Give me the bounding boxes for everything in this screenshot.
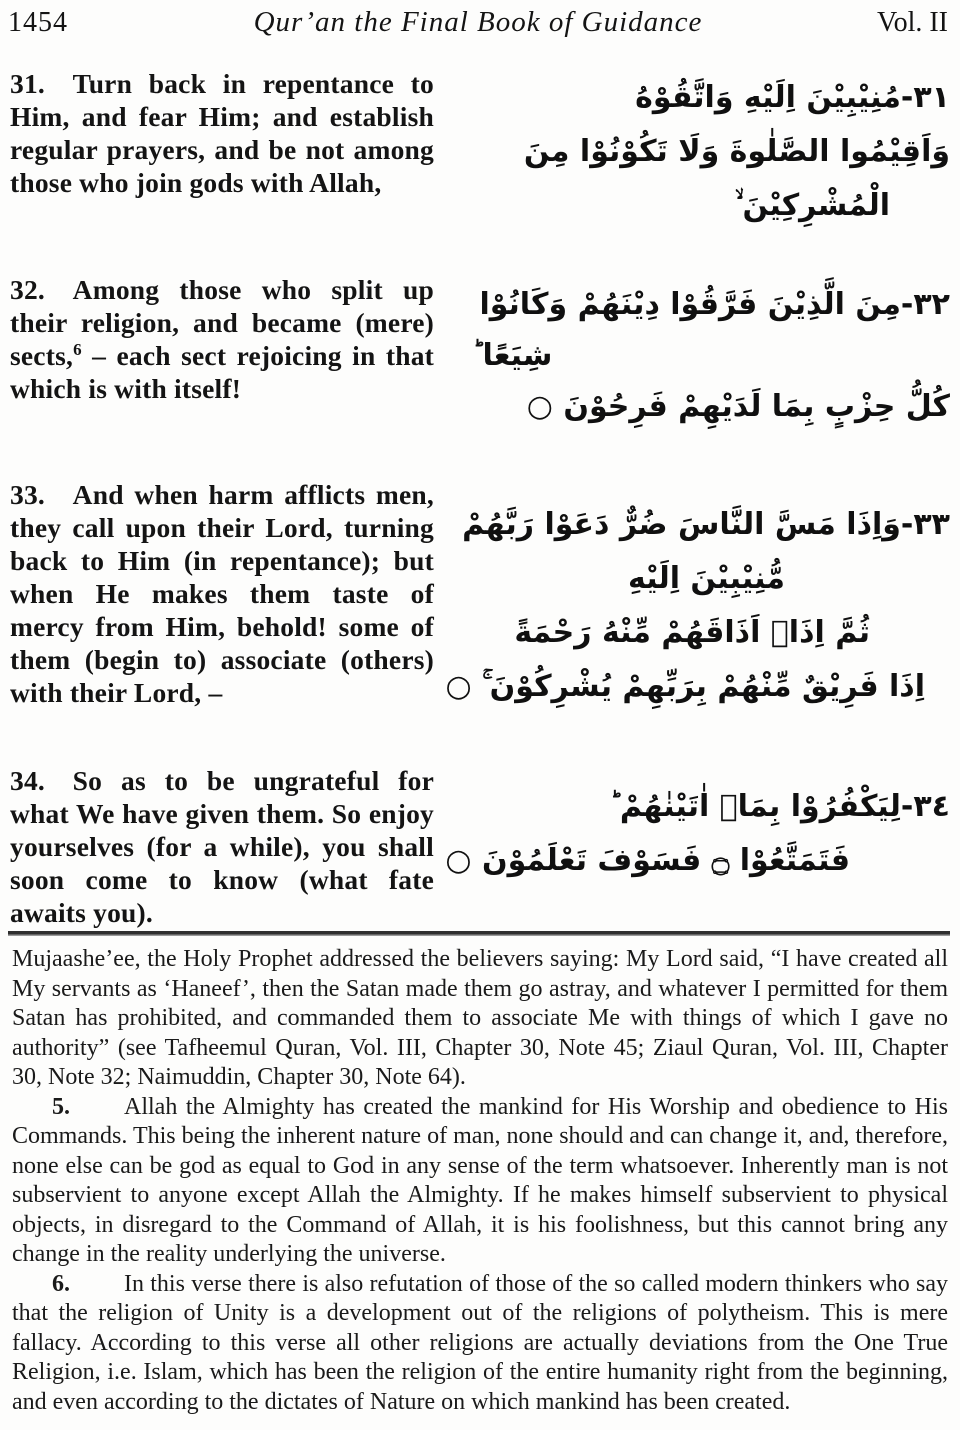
page-number: 1454: [8, 7, 68, 38]
arabic-line: ٣٣-وَاِذَا مَسَّ النَّاسَ ضُرٌّ دَعَوْا رَبَّهُمْ: [462, 507, 950, 542]
volume-label: Vol. II: [876, 7, 948, 38]
arabic-line: شِيَعًا ؕ: [472, 338, 553, 373]
arabic-line: مُّنِيْبِيْنَ اِلَيْهِ: [628, 561, 785, 596]
arabic-line: فَتَمَتَّعُوْا ۝ فَسَوْفَ تَعْلَمُوْنَ ○: [445, 843, 850, 878]
footnote-text: In this verse there is also refutation of those of the so called modern thinkers who say that the religion of Unity is a development out of the religions of polytheism. This is mere fallacy. According to this verse all other religions are actually deviations from the One True Religion, i.e. Islam, which has been the religion of the entire humanity right from the beginning, and even according to the dictates of Nature on which mankind has been created.: [12, 1270, 948, 1415]
arabic-line: الْمُشْرِكِيْنَ ۙ: [734, 188, 890, 223]
verse-32-english-text: 32. Among those who split up their religion, and became (mere) sects,: [10, 274, 434, 371]
footnote-paragraph-5: [12, 1093, 948, 1270]
verse-33-arabic: [445, 498, 950, 714]
book-title: Qur’an the Final Book of Guidance: [253, 6, 703, 38]
footnote-paragraph-6: [12, 1270, 948, 1418]
verse-row-33: [10, 478, 950, 714]
footnote-paragraph-continuation: [12, 945, 948, 1093]
footnote-number: 6.: [52, 1270, 70, 1297]
arabic-line: كُلُّ حِزْبٍ بِمَا لَدَيْهِمْ فَرِحُوْنَ ○: [526, 389, 950, 424]
verse-32-english: [10, 273, 434, 432]
arabic-line: ٣١-مُنِيْبِيْنَ اِلَيْهِ وَاتَّقُوْهُ: [635, 80, 950, 115]
verse-31-english: 31. Turn back in repentance to Him, and fear Him; and establish regular prayers, and be not among those who join gods with Allah,: [10, 68, 434, 198]
verses-section: [0, 39, 960, 929]
verse-34-arabic: [445, 780, 950, 929]
verse-row-34: [10, 764, 950, 929]
verse-31-arabic: [472, 71, 950, 233]
arabic-line: ٣٢-مِنَ الَّذِيْنَ فَرَّقُوْا دِيْنَهُمْ وَكَانُوْا: [479, 287, 950, 322]
verse-33-english: 33. And when harm afflicts men, they call upon their Lord, turning back to Him (in repentance); but when He makes them taste of mercy from Him, behold! some of them (begin to) associate (others) with their Lord, –: [10, 479, 434, 708]
arabic-line: وَاَقِيْمُوا الصَّلٰوةَ وَلَا تَكُوْنُوْا مِنَ: [523, 134, 950, 169]
footnote-text: Mujaashe’ee, the Holy Prophet addressed the believers saying: My Lord said, “I have created all My servants as ‘Haneef’, then the Satan made them go astray, and whatever I permitted for them Satan has prohibited, and commanded them to associate Me with things of which I gave no authority” (see Tafheemul Quran, Vol. III, Chapter 30, Note 45; Ziaul Quran, Vol. III, Chapter 30, Note 32; Naimuddin, Chapter 30, Note 64).: [12, 946, 948, 1090]
arabic-line: اِذَا فَرِيْقٌ مِّنْهُمْ بِرَبِّهِمْ يُشْرِكُوْنَ ۚ ○: [445, 669, 925, 704]
verse-34-english: 34. So as to be ungrateful for what We have given them. So enjoy yourselves (for a while), you shall soon come to know (what fate awaits you).: [10, 765, 434, 928]
footnotes-section: [0, 936, 960, 1417]
verse-32-arabic: [472, 279, 950, 432]
verse-row-32: [10, 273, 950, 432]
arabic-line: ٣٤-لِيَكْفُرُوْا بِمَاۤ اٰتَيْنٰهُمْ ؕ: [609, 789, 950, 824]
verse-32-english-text: – each sect rejoicing in that which is with itself!: [10, 340, 434, 404]
footnote-text: Allah the Almighty has created the mankind for His Worship and obedience to His Commands. This being the inherent nature of man, none should and can change it, and, therefore, none else can be god as equal to God in any sense of the term whatsoever. Inherently man is not subservient to anyone except Allah the Almighty. If he makes himself subservient to physical objects, in disregard to the Command of Allah, it is his foolishness, but this cannot bring any change in the reality underlying the universe.: [12, 1093, 948, 1267]
page-header: [0, 0, 960, 39]
arabic-line: ثُمَّ اِذَاۤ اَذَاقَهُمْ مِّنْهُ رَحْمَةً: [514, 615, 870, 650]
footnote-reference-6: 6: [73, 339, 82, 359]
footnote-number: 5.: [52, 1093, 70, 1120]
verse-row-31: [10, 67, 950, 233]
